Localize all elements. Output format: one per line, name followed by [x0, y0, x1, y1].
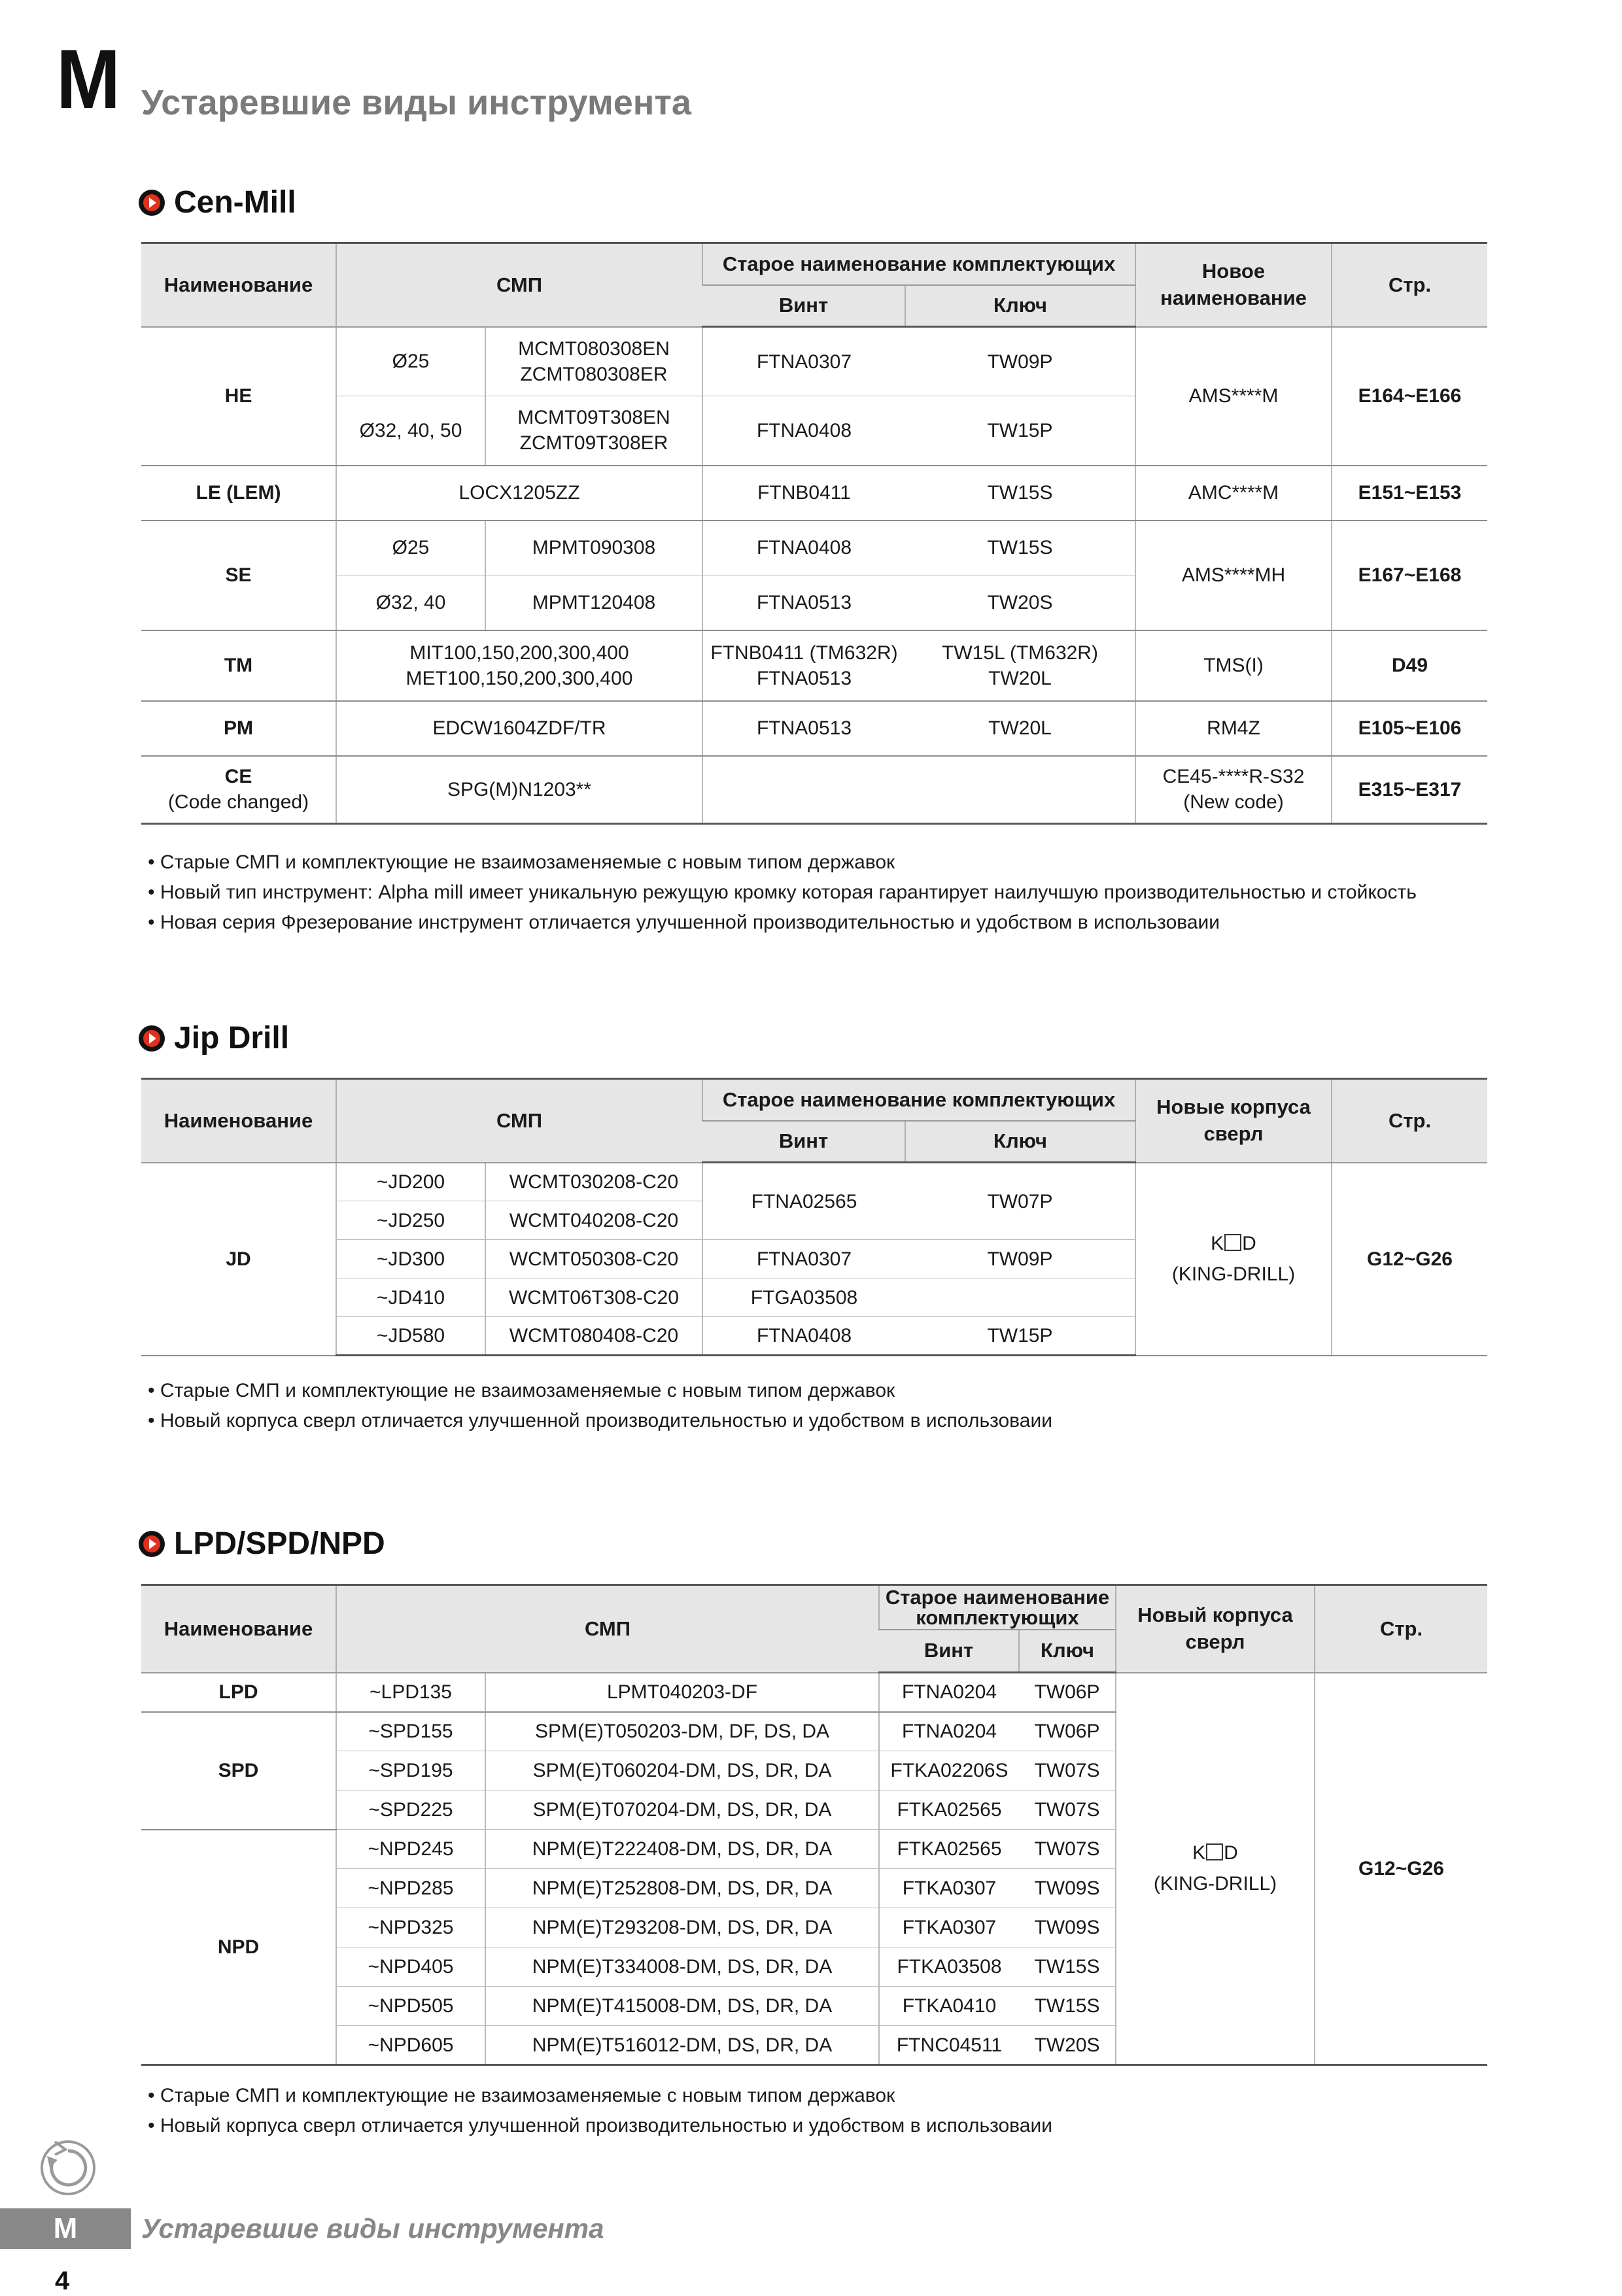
new-name: RM4Z [1135, 701, 1332, 756]
section-title-text: LPD/SPD/NPD [174, 1526, 385, 1561]
key: TW20L [905, 701, 1135, 756]
header-page: Стр. [1315, 1585, 1487, 1673]
footer-chapter-tab: M [0, 2208, 131, 2249]
new-name [1135, 1163, 1332, 1356]
row-name: SE [141, 521, 336, 630]
screw: FTNA0204 [879, 1673, 1019, 1712]
screw: FTKA02565 [879, 1791, 1019, 1830]
screw: FTNA0408 [702, 521, 905, 575]
row-name [141, 756, 336, 824]
page-ref: E167~E168 [1332, 521, 1487, 630]
screw: FTNA0408 [702, 1317, 905, 1356]
diameter: Ø32, 40, 50 [336, 396, 485, 466]
new-name [1116, 1673, 1315, 2065]
insert: WCMT040208-C20 [485, 1201, 702, 1240]
screw: FTNA0408 [702, 396, 905, 466]
chapter-title: Устаревшие виды инструмента [141, 83, 691, 122]
insert: SPM(E)T060204-DM, DS, DR, DA [485, 1751, 879, 1791]
row-name: LE (LEM) [141, 466, 336, 521]
range: ~SPD225 [336, 1791, 485, 1830]
table-row [141, 327, 1487, 396]
key: TW15P [905, 1317, 1135, 1356]
row-name: HE [141, 327, 336, 466]
row-name: JD [141, 1163, 336, 1356]
screw: FTNA0204 [879, 1712, 1019, 1751]
screw: FTNC04511 [879, 2026, 1019, 2065]
insert-code: ZCMT09T308ER [519, 432, 668, 454]
insert: MPMT120408 [485, 575, 702, 630]
header-screw: Винт [702, 285, 905, 327]
group-name: LPD [141, 1673, 336, 1712]
insert: NPM(E)T516012-DM, DS, DR, DA [485, 2026, 879, 2065]
note: • Новый корпуса сверл отличается улучшенной производительностью и удобством в использоваии [148, 1406, 1052, 1436]
note: • Старые СМП и комплектующие не взаимозаменяемые с новым типом державок [148, 1376, 1052, 1406]
insert-code: MCMT09T308EN [517, 407, 670, 429]
refresh-icon [35, 2135, 98, 2198]
header-insert: СМП [336, 243, 702, 327]
screw [702, 630, 905, 701]
range: ~SPD155 [336, 1712, 485, 1751]
insert [336, 630, 702, 701]
insert-code: MET100,150,200,300,400 [406, 667, 633, 689]
section-title-lpd [139, 1526, 385, 1562]
header-insert: СМП [336, 1585, 879, 1673]
new-name: AMS****MH [1135, 521, 1332, 630]
lpd-notes [148, 2081, 1052, 2141]
key: TW06P [1019, 1712, 1116, 1751]
range: ~JD410 [336, 1278, 485, 1317]
note: • Старые СМП и комплектующие не взаимозаменяемые с новым типом державок [148, 2081, 1052, 2111]
insert-code: MCMT080308EN [518, 337, 670, 360]
new-name [1135, 756, 1332, 824]
key: TW07S [1019, 1830, 1116, 1869]
screw: FTKA0307 [879, 1869, 1019, 1908]
range: ~JD300 [336, 1240, 485, 1278]
table-row [141, 466, 1487, 521]
key: TW15P [905, 396, 1135, 466]
screw: FTGA03508 [702, 1278, 905, 1317]
cenmill-notes [148, 848, 1417, 938]
insert: WCMT050308-C20 [485, 1240, 702, 1278]
row-name-note: (Code changed) [167, 791, 309, 814]
key-code: TW20L [988, 667, 1052, 689]
header-key: Ключ [905, 1121, 1135, 1163]
note: • Новый корпуса сверл отличается улучшенной производительностью и удобством в использоваии [148, 2111, 1052, 2141]
key: TW15S [905, 466, 1135, 521]
table-row [141, 756, 1487, 824]
header-old-parts: Старое наименование комплектующих [702, 1079, 1135, 1121]
insert: SPM(E)T070204-DM, DS, DR, DA [485, 1791, 879, 1830]
page-ref: G12~G26 [1315, 1673, 1487, 2065]
section-title-text: Cen-Mill [174, 185, 296, 220]
page-ref: E151~E153 [1332, 466, 1487, 521]
arrow-circle-icon [139, 190, 165, 216]
section-title-jipdrill [139, 1020, 289, 1056]
row-name-code: CE [224, 766, 252, 788]
king-drill-name: (KING-DRILL) [1153, 1873, 1277, 1895]
note: • Новый тип инструмент: Alpha mill имеет уникальную режущую кромку которая гарантирует наилучшую производительностью и стойкость [148, 878, 1417, 908]
row-name: PM [141, 701, 336, 756]
row-name: TM [141, 630, 336, 701]
key: TW20S [1019, 2026, 1116, 2065]
new-code: CE45-****R-S32 [1162, 766, 1305, 788]
note: • Новая серия Фрезерование инструмент отличается улучшенной производительностью и удобством в использоваии [148, 908, 1417, 938]
key [905, 1278, 1135, 1317]
square-icon [1224, 1234, 1241, 1251]
insert: WCMT06T308-C20 [485, 1278, 702, 1317]
page-number: 4 [55, 2267, 70, 2295]
diameter: Ø32, 40 [336, 575, 485, 630]
jipdrill-table [141, 1078, 1487, 1356]
new-code-note: (New code) [1183, 791, 1284, 814]
page-ref: E105~E106 [1332, 701, 1487, 756]
key: TW20S [905, 575, 1135, 630]
king-drill-code: K D [1192, 1842, 1238, 1864]
key: TW15S [905, 521, 1135, 575]
arrow-circle-icon [139, 1025, 165, 1052]
insert [485, 327, 702, 396]
key: TW09P [905, 1240, 1135, 1278]
header-insert: СМП [336, 1079, 702, 1163]
screw: FTKA02206S [879, 1751, 1019, 1791]
key: TW09P [905, 327, 1135, 396]
header-name: Наименование [141, 243, 336, 327]
insert: LPMT040203-DF [485, 1673, 879, 1712]
screw: FTNA0307 [702, 1240, 905, 1278]
insert: NPM(E)T293208-DM, DS, DR, DA [485, 1908, 879, 1947]
table-row [141, 630, 1487, 701]
header-key: Ключ [905, 285, 1135, 327]
header-old-parts: Старое наименование комплектующих [702, 243, 1135, 285]
header-name: Наименование [141, 1585, 336, 1673]
screw: FTNA02565 [702, 1163, 905, 1240]
range: ~NPD405 [336, 1947, 485, 1987]
range: ~NPD285 [336, 1869, 485, 1908]
section-title-cenmill [139, 184, 296, 220]
range: ~NPD245 [336, 1830, 485, 1869]
range: ~JD200 [336, 1163, 485, 1201]
insert [485, 396, 702, 466]
new-name: AMC****M [1135, 466, 1332, 521]
header-new-name: Новые корпуса сверл [1135, 1079, 1332, 1163]
range: ~SPD195 [336, 1751, 485, 1791]
key: TW07S [1019, 1791, 1116, 1830]
insert: SPM(E)T050203-DM, DF, DS, DA [485, 1712, 879, 1751]
range: ~LPD135 [336, 1673, 485, 1712]
header-page: Стр. [1332, 1079, 1487, 1163]
insert: NPM(E)T252808-DM, DS, DR, DA [485, 1869, 879, 1908]
lpd-table [141, 1584, 1487, 2066]
range: ~NPD505 [336, 1987, 485, 2026]
page-ref: G12~G26 [1332, 1163, 1487, 1356]
insert-code: MIT100,150,200,300,400 [409, 642, 629, 664]
header-old-parts: Старое наименование комплектующих [879, 1585, 1116, 1630]
key: TW07P [905, 1163, 1135, 1240]
table-row [141, 1163, 1487, 1201]
table-row [141, 521, 1487, 575]
screw: FTKA03508 [879, 1947, 1019, 1987]
range: ~JD580 [336, 1317, 485, 1356]
king-drill-name: (KING-DRILL) [1171, 1263, 1296, 1285]
insert-code: ZCMT080308ER [520, 363, 668, 385]
range: ~JD250 [336, 1201, 485, 1240]
screw: FTNA0307 [702, 327, 905, 396]
group-name: NPD [141, 1830, 336, 2065]
insert: NPM(E)T334008-DM, DS, DR, DA [485, 1947, 879, 1987]
group-name: SPD [141, 1712, 336, 1830]
key: TW09S [1019, 1869, 1116, 1908]
screw: FTKA02565 [879, 1830, 1019, 1869]
header-name: Наименование [141, 1079, 336, 1163]
screw: FTNA0513 [702, 575, 905, 630]
key: TW07S [1019, 1751, 1116, 1791]
key: TW15S [1019, 1947, 1116, 1987]
insert: MPMT090308 [485, 521, 702, 575]
insert: WCMT080408-C20 [485, 1317, 702, 1356]
header-new-name: Новое наименование [1135, 243, 1332, 327]
note: • Старые СМП и комплектующие не взаимозаменяемые с новым типом державок [148, 848, 1417, 878]
jipdrill-notes [148, 1376, 1052, 1436]
page-ref: E315~E317 [1332, 756, 1487, 824]
header-screw: Винт [879, 1630, 1019, 1673]
insert: NPM(E)T415008-DM, DS, DR, DA [485, 1987, 879, 2026]
section-title-text: Jip Drill [174, 1021, 290, 1055]
page-ref: D49 [1332, 630, 1487, 701]
insert: WCMT030208-C20 [485, 1163, 702, 1201]
header-screw: Винт [702, 1121, 905, 1163]
screw-key-empty [702, 756, 1135, 824]
key: TW15S [1019, 1987, 1116, 2026]
header-key: Ключ [1019, 1630, 1116, 1673]
key [905, 630, 1135, 701]
chapter-letter: M [56, 33, 120, 126]
diameter: Ø25 [336, 521, 485, 575]
screw: FTKA0307 [879, 1908, 1019, 1947]
king-drill-code: K D [1211, 1233, 1256, 1254]
key: TW09S [1019, 1908, 1116, 1947]
screw-code: FTNB0411 (TM632R) [710, 642, 898, 664]
square-icon [1206, 1843, 1223, 1860]
screw: FTKA0410 [879, 1987, 1019, 2026]
table-row [141, 1673, 1487, 1712]
diameter: Ø25 [336, 327, 485, 396]
table-row [141, 701, 1487, 756]
insert: LOCX1205ZZ [336, 466, 702, 521]
insert: EDCW1604ZDF/TR [336, 701, 702, 756]
footer-title: Устаревшие виды инструмента [141, 2213, 604, 2244]
cenmill-table [141, 242, 1487, 825]
range: ~NPD325 [336, 1908, 485, 1947]
arrow-circle-icon [139, 1531, 165, 1557]
screw: FTNA0513 [702, 701, 905, 756]
header-page: Стр. [1332, 243, 1487, 327]
page-ref: E164~E166 [1332, 327, 1487, 466]
insert: SPG(M)N1203** [336, 756, 702, 824]
new-name: AMS****M [1135, 327, 1332, 466]
new-name: TMS(I) [1135, 630, 1332, 701]
header-new-name: Новый корпуса сверл [1116, 1585, 1315, 1673]
key: TW06P [1019, 1673, 1116, 1712]
insert: NPM(E)T222408-DM, DS, DR, DA [485, 1830, 879, 1869]
key-code: TW15L (TM632R) [942, 642, 1098, 664]
screw-code: FTNA0513 [756, 667, 852, 689]
screw: FTNB0411 [702, 466, 905, 521]
range: ~NPD605 [336, 2026, 485, 2065]
